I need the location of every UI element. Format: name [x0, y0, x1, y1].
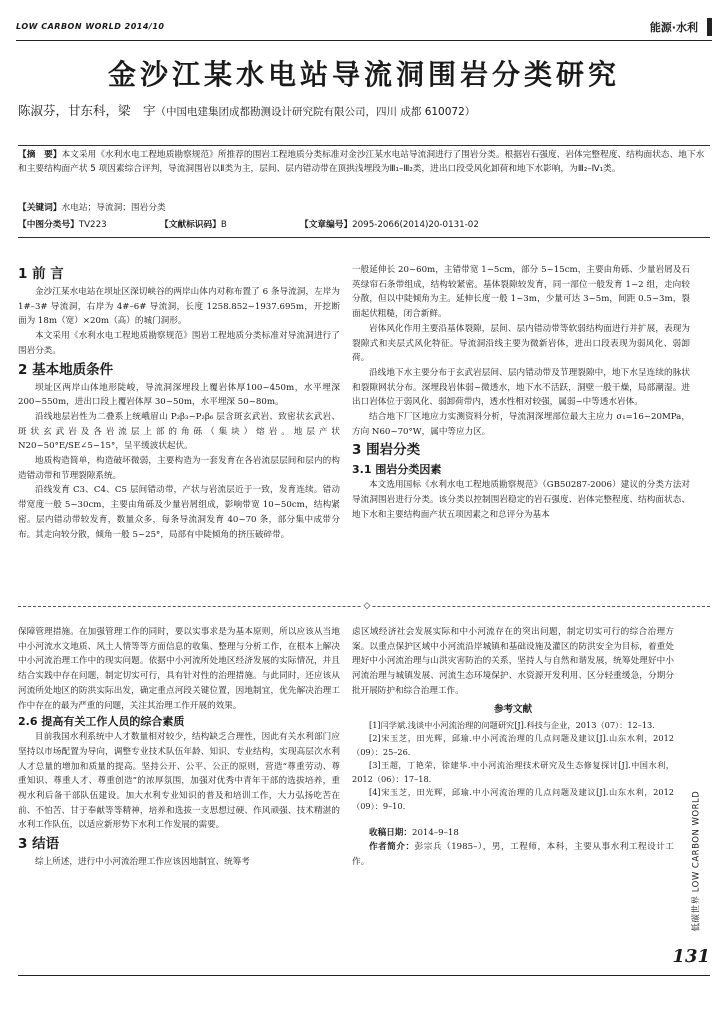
- upper-left-column: [18, 263, 340, 542]
- abstract-bottom-rule: [18, 237, 710, 238]
- running-header: [16, 18, 712, 41]
- clc-code: 【中图分类号】TV223: [18, 220, 107, 230]
- keywords: [18, 202, 710, 215]
- reference-item: [4]宋玉芝，田光辉，邱瑜.中小河流治理的几点问题及建议[J].山东水利，2012（09）：9–10.: [352, 787, 674, 812]
- paragraph: 一般延伸长 20~60m，主错带宽 1~5cm，部分 5~15cm，主要由角砾、少量岩屑及石英绿帘石条带组成，结构较紧密。基体裂隙较发育，同一部位一般发育 1~2 组，走向较分散，但以中陡倾角为主。延伸长度一般 1~3m，少量可达 3~5m，间距 0.5~3m，裂面起伏粗糙，闭合新鲜。: [352, 265, 690, 320]
- received-date: 收稿日期：2014–9–18: [369, 827, 459, 838]
- separator-ornament: ◇: [363, 601, 371, 611]
- doc-code: 【文献标识码】B: [160, 220, 227, 230]
- paragraph: 沿线地层岩性为二叠系上统峨眉山 P₂β₃~P₂β₆ 层含斑玄武岩、致密状玄武岩、斑状玄武岩及各岩流层上部的角砾（集块）熔岩。地层产状 N20~50°E/SE∠5~15°，呈平缓波状起伏。: [18, 411, 340, 452]
- author-bio: 作者简介：彭宗兵（1985–），男，工程师，本科，主要从事水利工程设计工作。: [352, 842, 674, 868]
- paragraph: 本文采用《水利水电工程地质勘察规范》围岩工程地质分类标准对导流洞进行了围岩分类。: [18, 331, 340, 356]
- lower-right-column: [352, 625, 674, 870]
- vertical-journal-text: 低碳世界 LOW CARBON WORLD: [691, 790, 702, 932]
- paragraph: 虑区域经济社会发展实际和中小河流存在的突出问题，制定切实可行的综合治理方案。以重点保护区域中小河流沿岸城镇和基础设施及灌区的防洪安全为目标，着重处理好中小河流治理与山洪灾害防治的关系，坚持人与自然和谐发展，统筹处理好中小河流治理与城镇发展、河流生态环境保护、水资源开发利用、区分轻重缓急，分期分批开展防护和综合治理工作。: [352, 627, 674, 696]
- section-label: 能源·水利: [649, 21, 698, 34]
- vertical-journal-mark: [686, 790, 702, 935]
- references-heading: 参考文献: [493, 703, 532, 715]
- section-2-6-heading: 2.6 提高有关工作人员的综合素质: [18, 715, 185, 729]
- article-title: 金沙江某水电站导流洞围岩分类研究: [107, 58, 620, 91]
- reference-item: [1]闫学斌.浅谈中小河流治理的问题研究[J].科技与企业，2013（07）：12–13.: [369, 719, 655, 730]
- paragraph: 岩体风化作用主要沿基体裂隙，层间、层内错动带等软弱结构面进行并扩展，表现为裂隙式和夹层式风化特征。导流洞沿线主要为微新岩体，进出口段表现为弱风化、弱卸荷。: [352, 323, 690, 364]
- paragraph: 保障管理措施。在加强管理工作的同时，要以实事求是为基本原则，所以应该从当地中小河流水文地质、风土人情等等方面信息的收集、整理与分析工作，在根本上解决中小河流治理工作中的现实问题。依据中小河流所处地区经济发展的实际情况，并且结合实践中存在问题，制定切实可行，具有针对性的治理措施。与此同时，还应该从河流所处地区的防洪实际出发，确定重点河段关键位置，因地制宜，优先解决治理工作中存在的最为严重的问题，关注其治理工作开展的效果。: [18, 627, 340, 711]
- paragraph: 沿线地下水主要分布于玄武岩层间、层内错动带及节理裂隙中，地下水呈连续的脉状和裂隙网状分布。深埋段岩体弱~微透水，地下水不活跃，洞壁一般干燥，局部潮湿。进出口岩体位于弱风化、弱卸荷带内，透水性相对较强，属弱~中等透水岩体。: [352, 367, 690, 408]
- journal-name: LOW CARBON WORLD 2014/10: [16, 22, 165, 31]
- reference-item: [3]王超，丁艳荣，徐建华.中小河流治理技术研究及生态修复探讨[J].中国水利，2012（06）：17–18.: [352, 760, 674, 784]
- section-3-1-heading: 3.1 围岩分类因素: [352, 463, 442, 477]
- section-3-heading: 3 围岩分类: [352, 442, 421, 459]
- paragraph: 结合地下厂区地应力实测资料分析，导流洞深埋部位最大主应力 σ₁=16~20MPa，方向 N60~70°W，属中等应力区。: [352, 412, 690, 437]
- article-number: 【文章编号】2095-2066(2014)20-0131-02: [300, 220, 479, 230]
- author-line: [18, 102, 475, 121]
- keywords-text: 水电站；导流洞；围岩分类: [61, 203, 166, 213]
- paragraph: 本文选用国标《水利水电工程地质勘察规范》（GB50287-2006）建议的分类方法对导流洞围岩进行分类。该分类以控制围岩稳定的岩石强度、岩体完整程度、结构面状态、地下水和主要结构面产状五项因素之和总评分为基本: [352, 480, 690, 520]
- paragraph: 沿线发育 C3、C4、C5 层间错动带，产状与岩流层近于一致，发育连续。错动带宽度一般 5~30cm，主要由角砾及少量岩屑组成，影响带宽 10~50cm，结构紧密。层内错动带较发育，数量众多，每条导流洞发育 40~70 条，部分集中成带分布。其走向较分散，倾角一般 5~25°，局部有中陡倾角的挤压破碎带。: [18, 485, 340, 540]
- abstract: [18, 149, 710, 176]
- page-number: 131: [672, 946, 710, 967]
- conclusion-heading: 3 结语: [18, 836, 60, 853]
- header-bar: [707, 18, 712, 36]
- abstract-text: 本文采用《水利水电工程地质勘察规范》所推荐的围岩工程地质分类标准对金沙江某水电站导流洞进行了围岩分类。根据岩石强度、岩体完整程度、结构面状态、地下水和主要结构面产状 5 项因素综合评判，导流洞围岩以Ⅱ类为主，层间、层内错动带在顶拱浅埋段为Ⅲ₁–Ⅲ₂类，进出口段受风化卸荷和地下水影响，为Ⅲ₂–Ⅳ₁类。: [18, 150, 705, 174]
- footer-rule: [18, 975, 710, 976]
- author-affiliation: （中国电建集团成都勘测设计研究院有限公司，四川 成都 610072）: [155, 106, 476, 118]
- paragraph: 目前我国水利系统中人才数量相对较少，结构缺乏合理性，因此有关水利部门应坚持以市场配置为导向，调整专业技术队伍年龄、知识、专业结构，实现高层次水利人才总量的增加和质量的提高。坚持公开、公平、公正的原则，营造“尊重劳动、尊重知识、尊重人才、尊重创造”的浓厚氛围，加强对优秀中青年干部的选拔培养，重视水利后备干部队伍建设。加大水利专业知识的普及和培训工作，大力弘扬吃苦在前、不怕苦、甘于奉献等等精神，培养和选拔一支思想过硬、作风顽强、技术精湛的水利工作队伍，以适应新形势下水利工作发展的需要。: [18, 732, 340, 831]
- paragraph: 金沙江某水电站在坝址区深切峡谷的两岸山体内对称布置了 6 条导流洞，左岸为 1#–3# 导流洞，右岸为 4#–6# 导流洞，长度 1258.852~1937.695m，开挖断面为 18m（宽）×20m（高）的城门洞形。: [18, 287, 340, 327]
- abstract-top-rule: [18, 145, 710, 146]
- keywords-label: 【关键词】: [18, 203, 62, 213]
- abstract-label: 【摘 要】: [18, 150, 62, 160]
- section-2-heading: 2 基本地质条件: [18, 361, 114, 378]
- section-1-heading: 1 前 言: [18, 266, 64, 282]
- upper-right-column: [352, 263, 690, 523]
- author-names: 陈淑芬，甘东科，梁 宇: [18, 103, 156, 118]
- paragraph: 综上所述，进行中小河流治理工作应该因地制宜、统筹考: [35, 857, 250, 868]
- reference-item: [2]宋玉芝，田光辉，邱瑜.中小河流治理的几点问题及建议[J].山东水利，2012（09）：25–26.: [352, 733, 674, 757]
- paragraph: 地质构造简单，构造破坏微弱，主要构造为一套发育在各岩流层层间和层内的构造错动带和节理裂隙系统。: [18, 456, 340, 481]
- lower-left-column: [18, 625, 340, 870]
- paragraph: 坝址区两岸山体地形陡峻，导流洞深埋段上覆岩体厚100~450m，水平埋深 200~550m，进出口段上覆岩体厚 30~50m，水平埋深 50~80m。: [18, 382, 340, 408]
